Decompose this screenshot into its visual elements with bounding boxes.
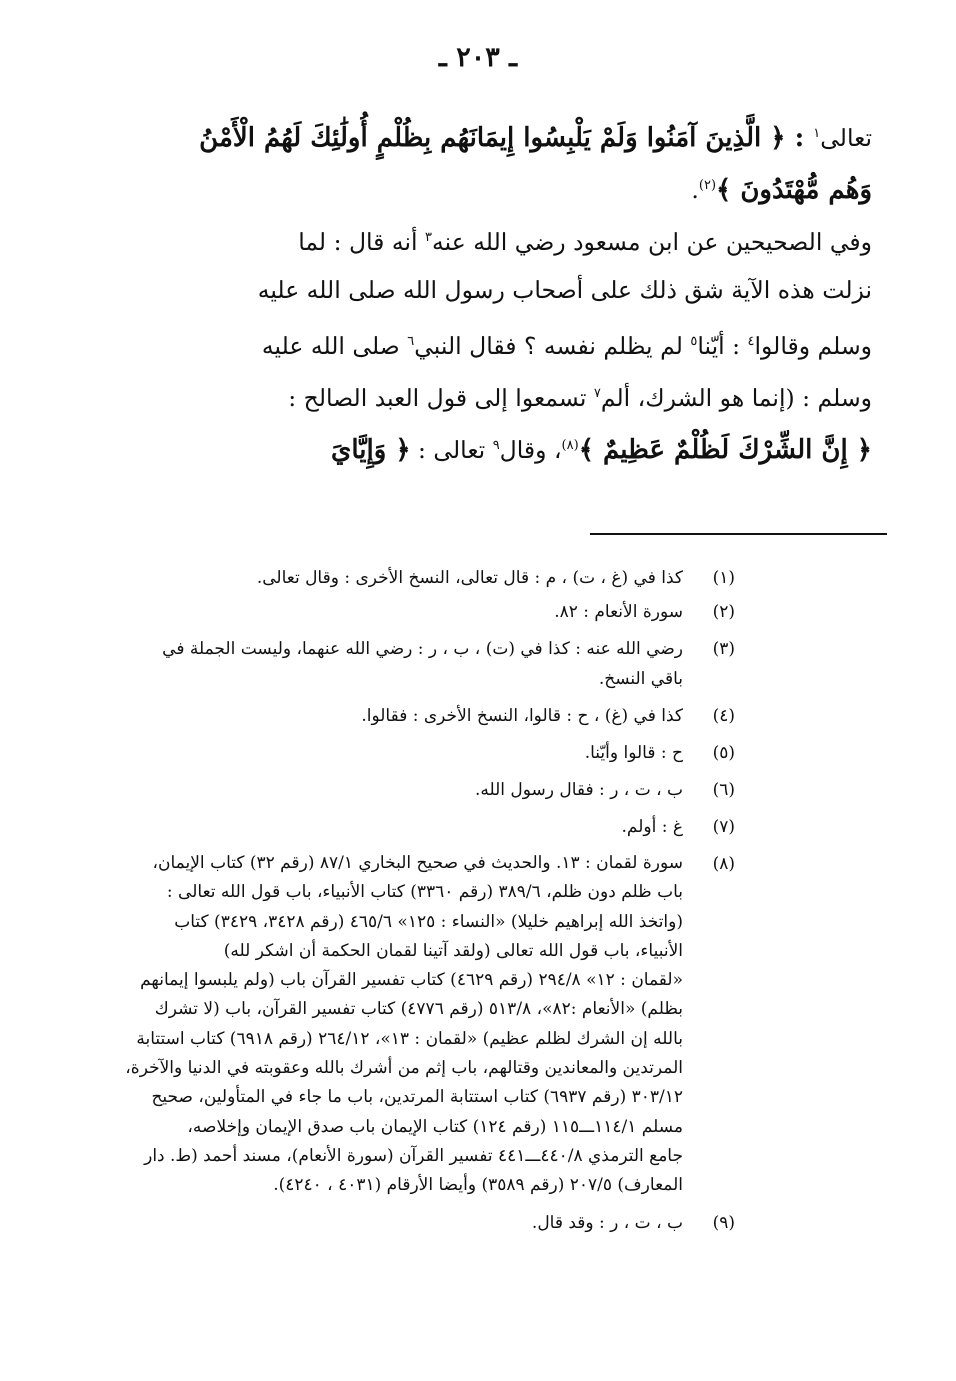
footnote <box>80 738 735 768</box>
text-line <box>92 368 872 420</box>
text-run: تعالى <box>820 123 872 152</box>
footnote-number: (٨) <box>712 854 735 874</box>
footnote-text: كذا في (غ ، ت) ، م : قال تعالى، النسخ الأخرى : وقال تعالى. <box>256 568 683 588</box>
footnote-text: ب ، ت ، ر : فقال رسول الله. <box>474 780 683 800</box>
footnote-number: (٥) <box>712 743 735 763</box>
text-line <box>92 316 872 368</box>
text-run: وسلم : (إنما هو الشرك، ألم <box>600 383 872 412</box>
text-run: وسلم وقالوا <box>754 331 872 360</box>
footnote <box>80 849 735 1201</box>
footnote <box>80 1208 735 1238</box>
footnote-ref: ٦ <box>407 334 415 349</box>
footnote <box>80 775 735 805</box>
footnote-number: (٣) <box>712 639 735 659</box>
footnote <box>80 597 735 627</box>
text-run: ، وقال <box>499 435 562 464</box>
footnote-number: (٧) <box>712 817 735 837</box>
footnote-ref: ٧ <box>593 386 601 401</box>
footnote-text: كذا في (غ) ، ح : قالوا، النسخ الأخرى : فقالوا. <box>361 706 683 726</box>
footnote-number: (٩) <box>712 1212 735 1233</box>
text-line <box>92 160 872 212</box>
main-text <box>92 108 872 472</box>
footnote <box>80 701 735 731</box>
footnote-text: رضي الله عنه : كذا في (ت) ، ب ، ر : رضي الله عنهما، وليست الجملة في باقي النسخ. <box>162 639 683 689</box>
footnote-text: سورة لقمان : ١٣. والحديث في صحيح البخاري ٨٧/١ (رقم ٣٢) كتاب الإيمان، باب ظلم دون ظلم، ٣٨٩/٦ (رقم ٣٣٦٠) كتاب الأنبياء، باب قول الله تعالى : (واتخذ الله إبراهيم خليلا) «النساء : ١٢٥» ٤٦٥/٦ (رقم ٣٤٢٨، ٣٤٢٩) كتاب الأنبياء، باب قول الله تعالى (ولقد آتينا لقمان الحكمة أن اشكر لله) «لقمان : ١٢» ٢٩٤/٨ (رقم ٤٦٢٩) كتاب تفسير القرآن باب (ولم يلبسوا إيمانهم بظلم) «الأنعام :٨٢»، ٥١٣/٨ (رقم ٤٧٧٦) كتاب تفسير القرآن، باب (لا تشرك بالله إن الشرك لظلم عظيم) «لقمان : ١٣»، ٢٦٤/١٢ (رقم ٦٩١٨) كتاب استتابة المرتدين والمعاندين وقتالهم، باب إثم من أشرك بالله وعقوبته في الدنيا والآخرة، ٣٠٣/١٢ (رقم ٦٩٣٧) كتاب استتابة المرتدين، باب ما جاء في المتأولين، صحيح مسلم ١١٤/١ـــ١١٥ (رقم ١٢٤) كتاب الإيمان باب صدق الإيمان وإخلاصه، جامع الترمذي ٤٤٠/٨ـــ٤٤١ تفسير القرآن (سورة الأنعام)، مسند أحمد (ط. دار المعارف) ٢٠٧/٥ (رقم ٣٥٨٩) وأيضا الأرقام (٤٠٣١ ، ٤٢٤٠). <box>125 853 683 1196</box>
footnote-ref: (٢) <box>698 178 717 193</box>
text-line <box>92 264 872 316</box>
text-run: تسمعوا إلى قول العبد الصالح : <box>288 383 594 412</box>
text-run: نزلت هذه الآية شق ذلك على أصحاب رسول الله صلى الله عليه <box>257 276 872 304</box>
footnote-number: (٤) <box>712 706 735 726</box>
footnote-ref: ٥ <box>690 334 698 349</box>
text-line <box>92 420 872 472</box>
footnote-ref: ٣ <box>425 230 433 245</box>
footnote <box>80 812 735 842</box>
page-number: ـ ٢٠٣ ـ <box>438 42 518 73</box>
footnote-number: (٢) <box>712 602 735 622</box>
footnote-ref: ٤ <box>747 334 755 349</box>
text-run: وفي الصحيحين عن ابن مسعود رضي الله عنه <box>432 227 872 256</box>
quran-text: : ﴿ الَّذِينَ آمَنُوا وَلَمْ يَلْبِسُوا إِيمَانَهُم بِظُلْمٍ أُولَٰئِكَ لَهُمُ الْأَمْنُ <box>199 122 814 153</box>
text-run: صلى الله عليه <box>261 331 408 360</box>
text-line <box>92 108 872 160</box>
text-run: . <box>691 175 699 204</box>
text-line <box>92 212 872 264</box>
footnote-text: سورة الأنعام : ٨٢. <box>554 602 683 622</box>
footnote-text: غ : أولم. <box>621 817 683 837</box>
footnote-ref: ٩ <box>492 438 500 453</box>
footnote-number: (٦) <box>712 780 735 800</box>
footnote-ref: (٨) <box>561 438 579 453</box>
quran-text: وَهُم مُّهْتَدُونَ ﴾ <box>716 174 872 205</box>
text-run: : أيّنا <box>697 331 748 360</box>
text-run: أنه قال : لما <box>298 227 426 256</box>
quran-text: ﴿ وَإِيَّايَ <box>330 434 411 465</box>
text-run: لم يظلم نفسه ؟ فقال النبي <box>414 331 691 360</box>
footnote-text: ب ، ت ، ر : وقد قال. <box>531 1212 683 1233</box>
footnote-separator <box>590 533 887 535</box>
footnote <box>80 634 735 694</box>
text-run: تعالى : <box>410 435 493 464</box>
footnote <box>80 563 735 593</box>
footnote-text: ح : قالوا وأيّنا. <box>584 743 683 763</box>
footnote-ref: ١ <box>813 126 821 141</box>
quran-text: ﴿ إِنَّ الشِّرْكَ لَظُلْمٌ عَظِيمٌ ﴾ <box>578 434 872 465</box>
footnote-number: (١) <box>712 568 735 588</box>
footnotes <box>80 563 735 1245</box>
